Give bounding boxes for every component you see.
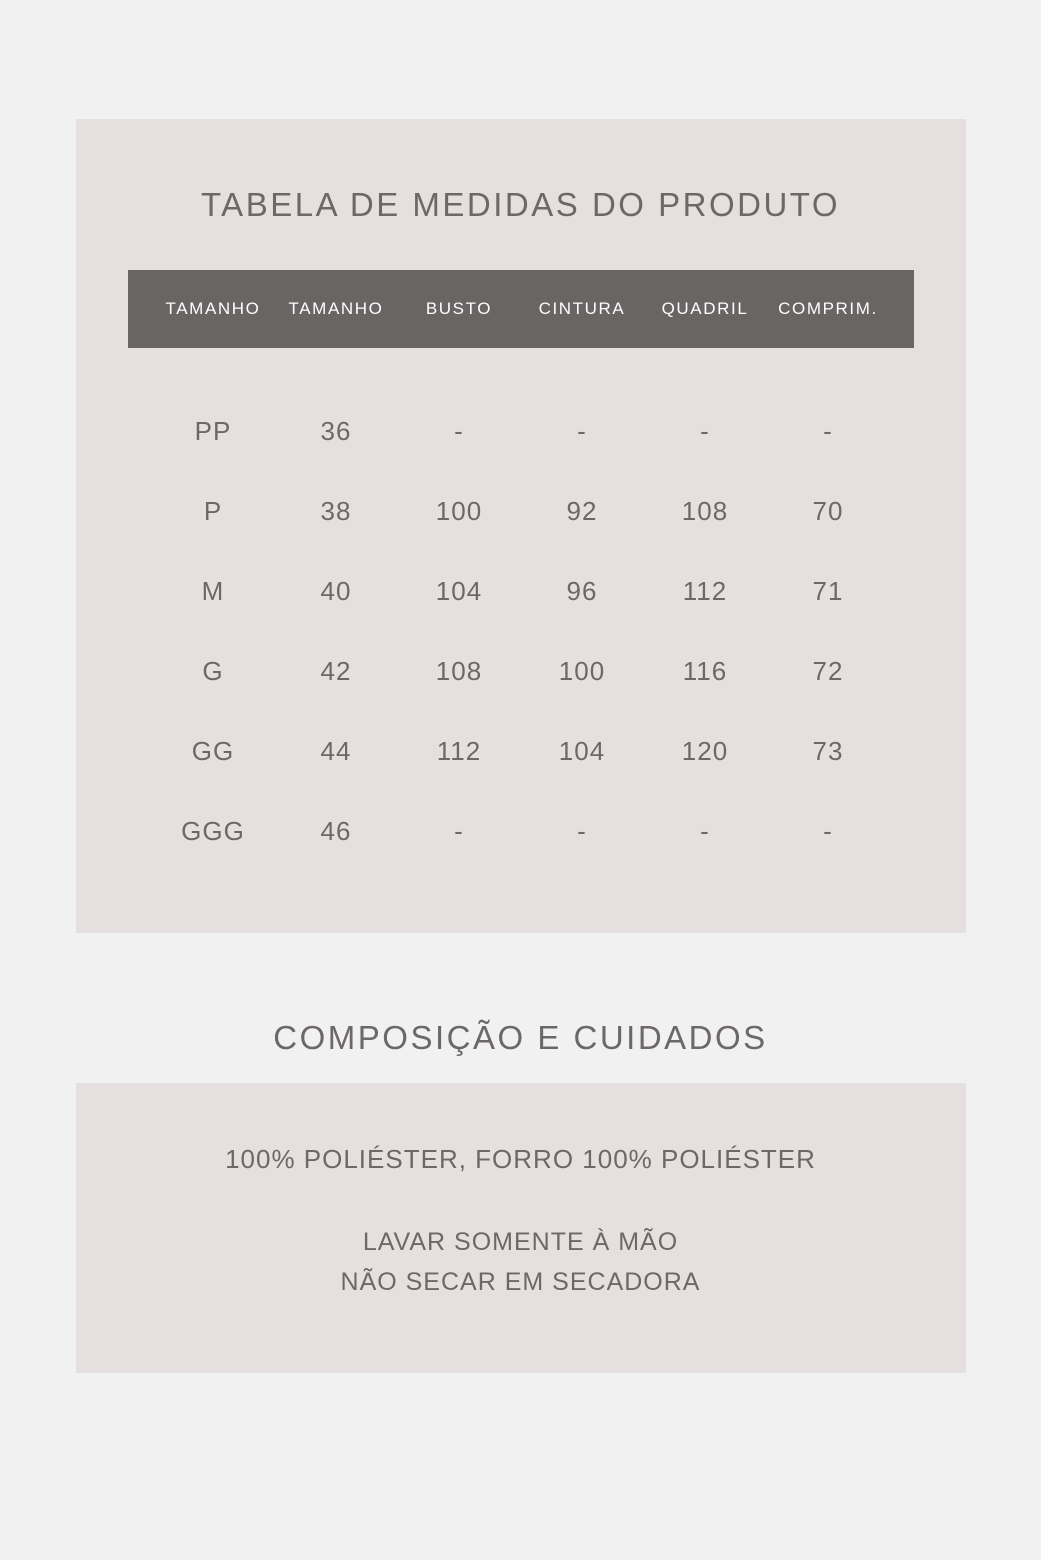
size-table-header [128,270,914,348]
table-cell: 100 [435,495,483,526]
column-header: CINTURA [538,299,626,318]
table-cell: 71 [812,575,844,606]
table-cell: 112 [682,575,728,606]
table-cell: - [454,415,464,446]
table-cell: - [823,815,833,846]
table-cell: 38 [320,495,352,526]
table-row [152,551,890,631]
care-section-title: COMPOSIÇÃO E CUIDADOS [273,1019,768,1056]
table-row [152,631,890,711]
table-cell: - [577,415,587,446]
size-chart-panel [76,119,966,933]
table-cell: 108 [681,495,729,526]
table-cell: 104 [435,575,483,606]
table-cell: 104 [558,735,606,766]
composition-text: 100% POLIÉSTER, FORRO 100% POLIÉSTER [225,1144,816,1174]
table-cell: 42 [320,655,352,686]
product-info-page [0,119,1041,1560]
table-cell: 40 [320,575,352,606]
table-cell: 36 [320,415,352,446]
table-cell: 112 [436,735,482,766]
size-table [128,270,914,871]
table-cell: - [700,815,710,846]
care-panel [76,1083,966,1373]
table-row [152,791,890,871]
table-cell: 120 [681,735,729,766]
table-cell: 108 [435,655,483,686]
table-cell: 72 [812,655,844,686]
care-instructions [76,1222,966,1302]
care-instruction-line: NÃO SECAR EM SECADORA [340,1268,701,1296]
table-cell: 116 [682,655,728,686]
table-cell: 73 [812,735,844,766]
table-row [152,391,890,471]
column-header: QUADRIL [661,299,749,318]
table-row [152,711,890,791]
table-cell: 44 [320,735,352,766]
table-cell: G [202,655,224,686]
table-row [152,471,890,551]
care-instruction-line: LAVAR SOMENTE À MÃO [362,1228,679,1256]
table-cell: 70 [812,495,844,526]
table-cell: - [700,415,710,446]
table-cell: 100 [558,655,606,686]
table-cell: PP [194,415,232,446]
table-cell: M [201,575,225,606]
column-header: COMPRIM. [778,299,878,318]
size-chart-title: TABELA DE MEDIDAS DO PRODUTO [200,186,841,223]
table-cell: GG [191,735,235,766]
table-cell: P [203,495,223,526]
table-cell: 92 [566,495,598,526]
size-table-body [128,348,914,871]
table-cell: 46 [320,815,352,846]
table-cell: - [454,815,464,846]
column-header: TAMANHO [288,299,384,318]
table-cell: 96 [566,575,598,606]
table-cell: - [577,815,587,846]
column-header: TAMANHO [165,299,261,318]
table-cell: GGG [181,815,245,846]
table-cell: - [823,415,833,446]
column-header: BUSTO [425,299,493,318]
